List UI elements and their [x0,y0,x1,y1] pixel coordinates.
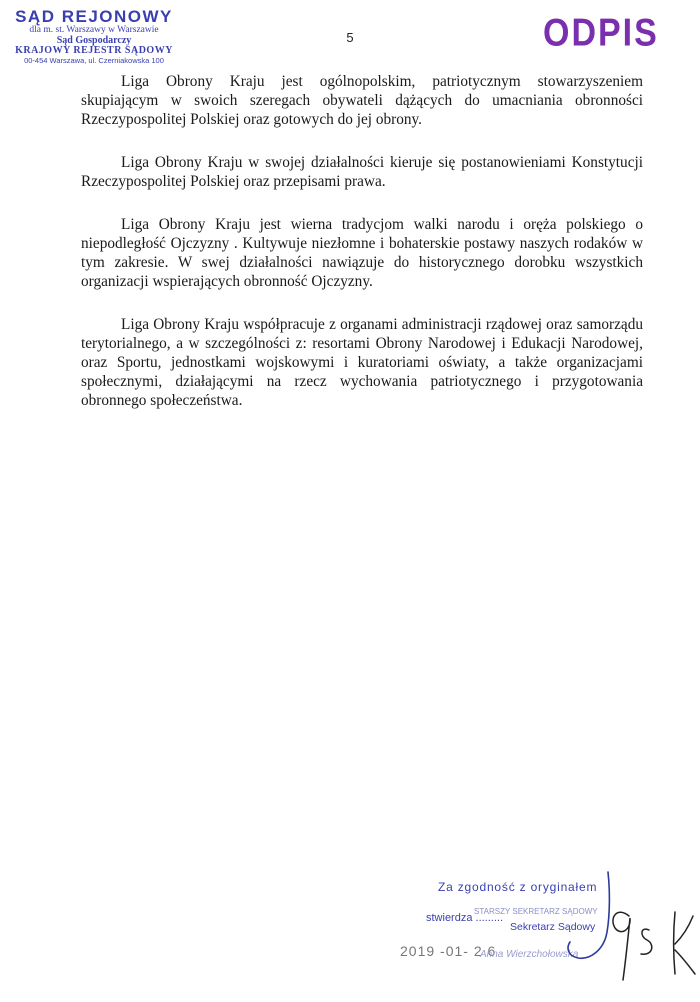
paragraph-2: Liga Obrony Kraju w swojej działalności kieruje się postanowieniami Konstytucji Rzeczypospolitej Polskiej oraz przepisami prawa. [81,154,643,190]
certification-line2: stwierdza ......... [426,912,504,924]
certification-line1: Za zgodność z oryginałem [438,880,598,894]
court-stamp [4,8,184,65]
certification-line3: Sekretarz Sądowy [510,921,596,933]
paragraph-3: Liga Obrony Kraju jest wierna tradycjom walki narodu i oręża polskiego o niepodległość Ojczyzny . Kultywuje niezłomne i bohaterskie postawy naszych rodaków w tym zakresie. W swej działalności nawiązuje do historycznego dorobku wszystkich organizacji wspierających obronność Ojczyzny. [81,216,643,290]
certification-date: 2019 -01- 2 6 [400,943,497,959]
copy-stamp: ODPIS [543,11,659,55]
court-stamp-line4: KRAJOWY REJESTR SĄDOWY [15,45,173,57]
handwritten-signature-icon [605,900,700,985]
certification-title-stamp: STARSZY SEKRETARZ SĄDOWY [474,907,598,916]
court-stamp-line2: dla m. st. Warszawy w Warszawie [29,24,159,35]
paragraph-1: Liga Obrony Kraju jest ogólnopolskim, patriotycznym stowarzyszeniem skupiającym w swoich szeregach obywateli dążących do umacniania obronności Rzeczypospolitej Polskiej oraz gotowych do jej obrony. [81,73,643,128]
certification-name: Anna Wierzchołowska [480,949,579,960]
court-stamp-line1: SĄD REJONOWY [15,7,173,26]
paragraph-4: Liga Obrony Kraju współpracuje z organami administracji rządowej oraz samorządu terytorialnego, a w szczególności z: resortami Obrony Narodowej i Edukacji Narodowej, oraz Sportu, jednostkami wojskowymi i kuratoriami oświaty, a także organizacjami społecznymi, działającymi na rzecz wychowania patriotycznego i przygotowania obronnego społeczeństwa. [81,316,643,409]
court-stamp-line5: 00-454 Warszawa, ul. Czerniakowska 100 [24,55,164,65]
document-body [81,72,643,434]
court-stamp-line3: Sąd Gospodarczy [56,34,132,46]
page-number: 5 [346,30,354,45]
